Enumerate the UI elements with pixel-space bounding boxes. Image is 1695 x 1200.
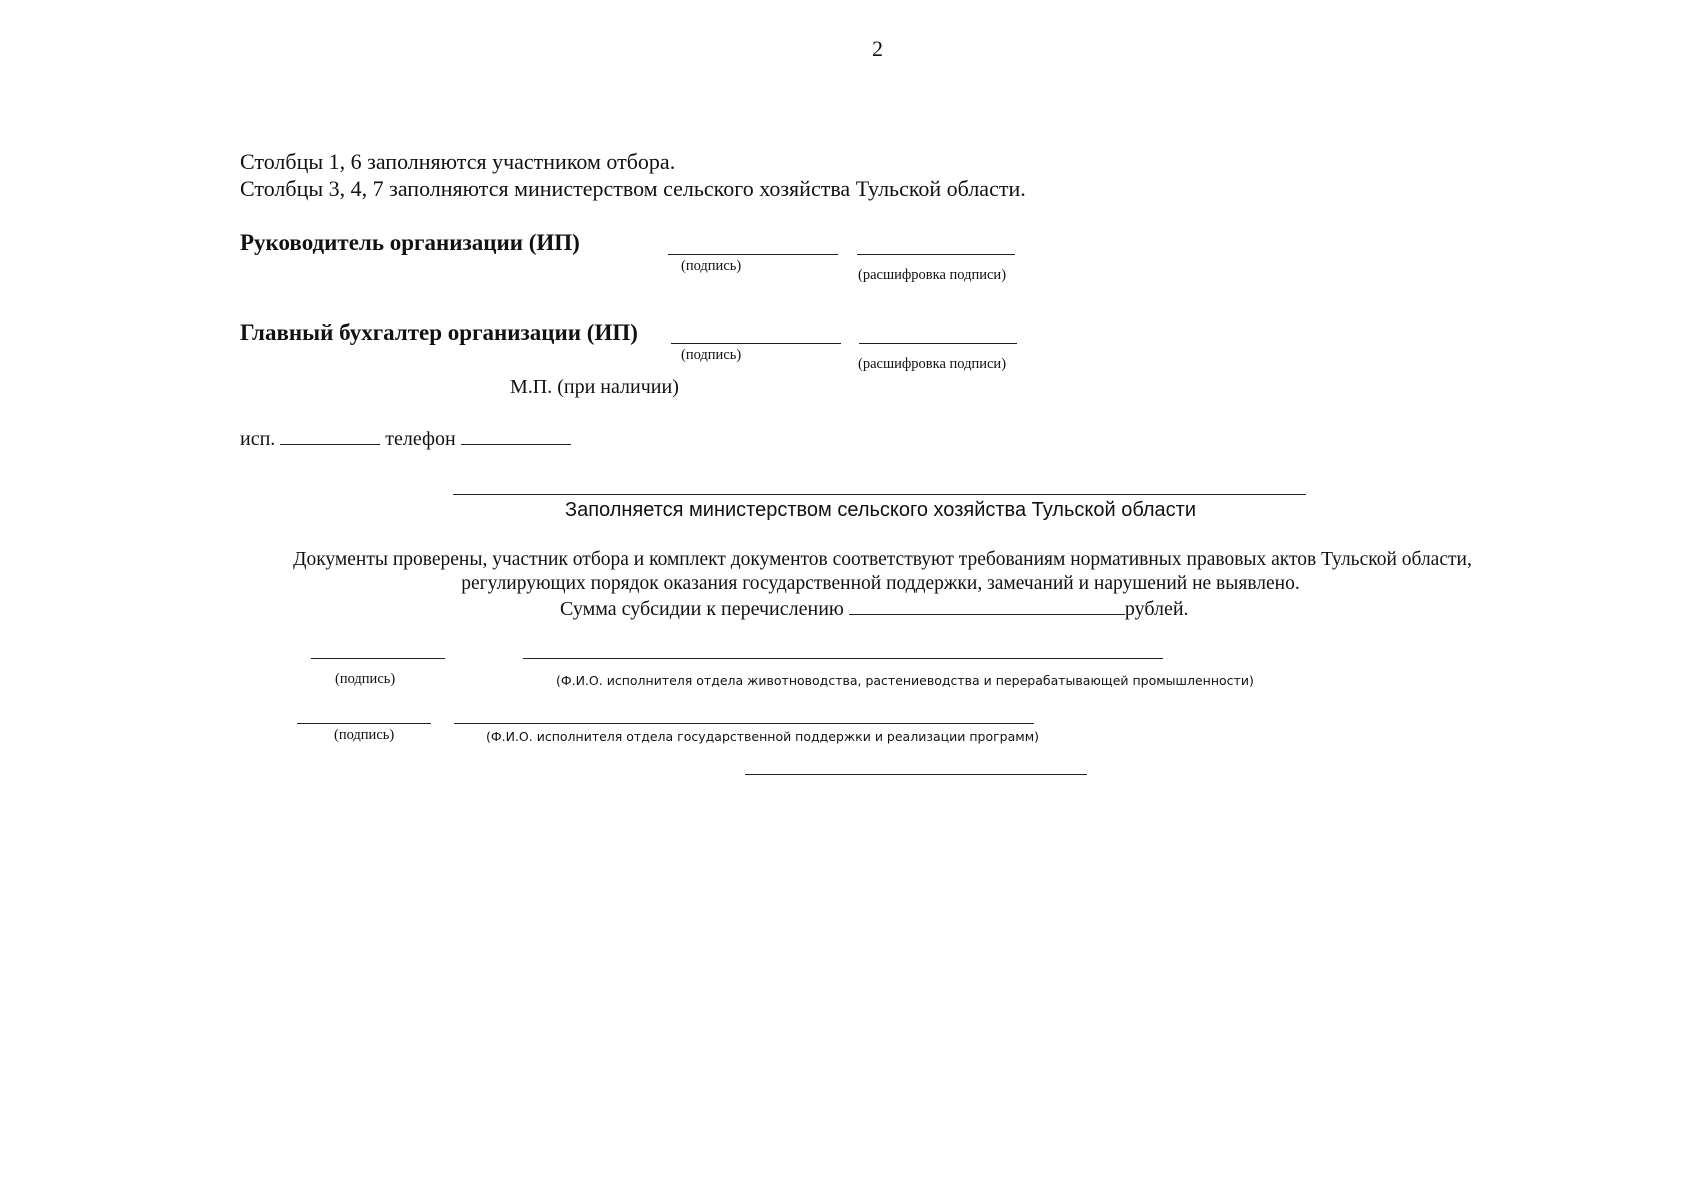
ministry-statement-line-2: регулирующих порядок оказания государственной поддержки, замечаний и нарушений не выявлено.	[461, 573, 1300, 594]
seal-note: М.П. (при наличии)	[510, 376, 679, 398]
accountant-signature-line[interactable]	[671, 343, 841, 344]
ministry-section-heading: Заполняется министерством сельского хозяйства Тульской области	[565, 499, 1196, 521]
ministry-name-caption-2: (Ф.И.О. исполнителя отдела государственной поддержки и реализации программ)	[486, 729, 1040, 744]
accountant-label: Главный бухгалтер организации (ИП)	[240, 320, 638, 345]
head-signature-line[interactable]	[668, 254, 838, 255]
subsidy-label: Сумма субсидии к перечислению	[560, 598, 844, 620]
ministry-signature-line-1[interactable]	[311, 658, 445, 659]
head-label: Руководитель организации (ИП)	[240, 230, 580, 255]
ministry-name-line-1[interactable]	[523, 658, 1163, 659]
subsidy-unit: рублей.	[1124, 598, 1189, 620]
accountant-signature-caption: (подпись)	[681, 347, 742, 363]
head-decoding-caption: (расшифровка подписи)	[858, 267, 1007, 283]
page-number: 2	[872, 36, 883, 61]
ministry-name-line-2[interactable]	[454, 723, 1034, 724]
head-signature-caption: (подпись)	[681, 258, 742, 274]
subsidy-amount-blank[interactable]	[849, 596, 1125, 615]
head-decoding-line[interactable]	[857, 254, 1015, 255]
phone-blank[interactable]	[461, 426, 571, 445]
ministry-statement-line-1: Документы проверены, участник отбора и комплект документов соответствуют требованиям нормативных правовых актов Тульской области,	[293, 549, 1472, 570]
accountant-decoding-line[interactable]	[859, 343, 1017, 344]
accountant-decoding-caption: (расшифровка подписи)	[858, 356, 1007, 372]
executor-row	[240, 426, 571, 452]
ministry-signature-caption-1: (подпись)	[335, 671, 396, 687]
closing-rule	[745, 774, 1087, 775]
phone-label: телефон	[385, 428, 456, 450]
ministry-section-divider	[453, 494, 1306, 495]
executor-prefix: исп.	[240, 428, 276, 450]
note-line-2: Столбцы 3, 4, 7 заполняются министерством сельского хозяйства Тульской области.	[240, 176, 1026, 201]
ministry-signature-line-2[interactable]	[297, 723, 431, 724]
ministry-signature-caption-2: (подпись)	[334, 727, 395, 743]
executor-name-blank[interactable]	[280, 426, 380, 445]
ministry-name-caption-1: (Ф.И.О. исполнителя отдела животноводства, растениеводства и перерабатывающей промышленности)	[556, 673, 1254, 688]
subsidy-row	[560, 596, 1189, 622]
note-line-1: Столбцы 1, 6 заполняются участником отбора.	[240, 149, 676, 174]
